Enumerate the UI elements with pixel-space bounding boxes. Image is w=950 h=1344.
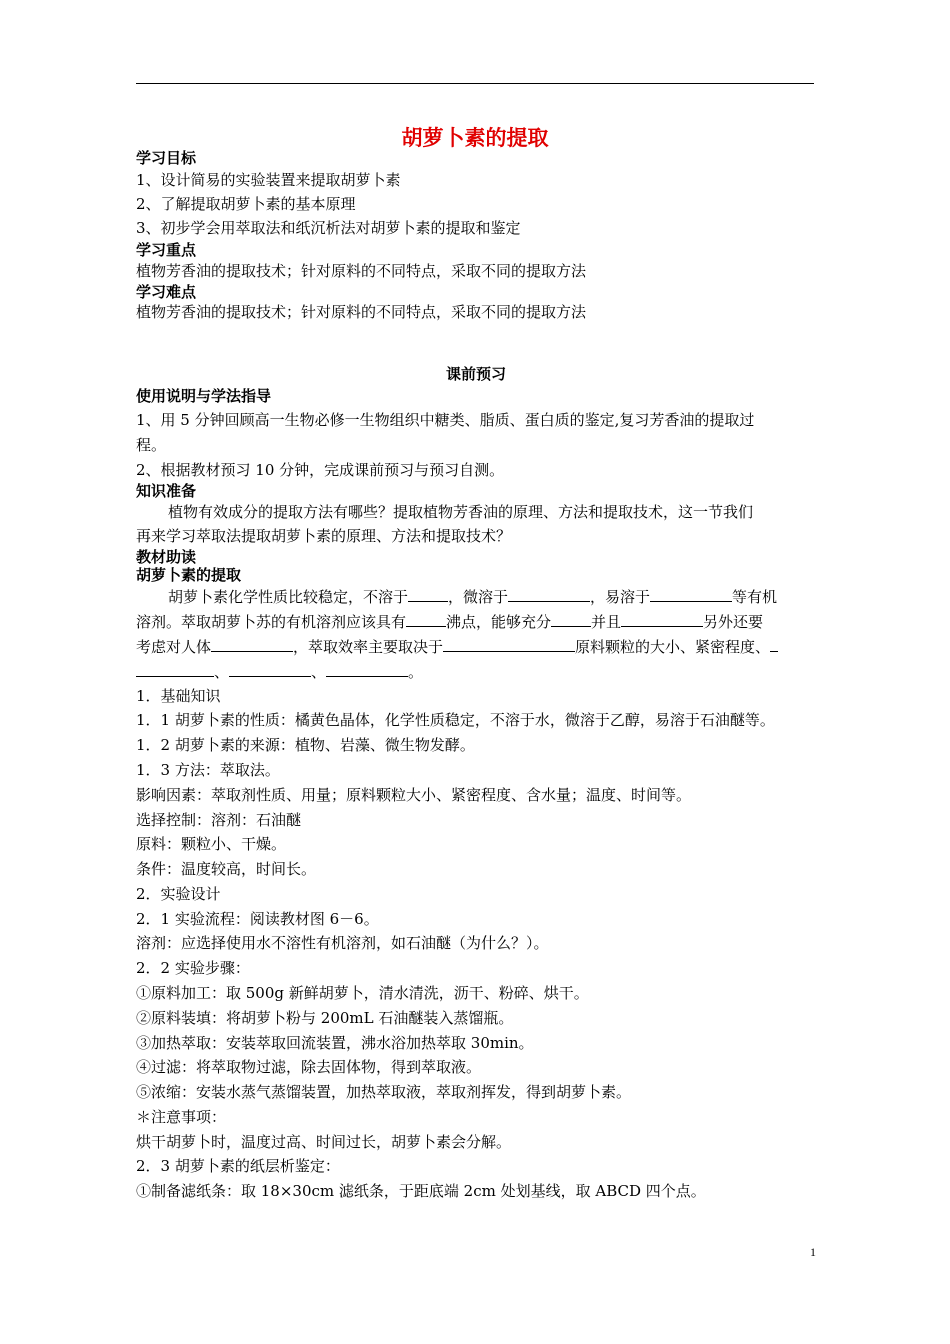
body-line: 1．3 方法：萃取法。: [136, 761, 280, 779]
blank-line[interactable]: [326, 661, 408, 677]
page-number: 1: [810, 1245, 816, 1259]
objectives-heading: 学习目标: [136, 149, 197, 167]
fill-text: 沸点，能够充分: [446, 613, 552, 631]
usage-heading: 使用说明与学法指导: [136, 387, 272, 405]
page-title: 胡萝卜素的提取: [401, 126, 549, 150]
body-line: 条件：温度较高，时间长。: [136, 860, 317, 878]
body-line: 烘干胡萝卜时，温度过高、时间过长，胡萝卜素会分解。: [136, 1133, 512, 1151]
difficult-points-text: 植物芳香油的提取技术；针对原料的不同特点，采取不同的提取方法: [136, 303, 587, 321]
fill-text: 、: [214, 663, 230, 681]
fill-line-4: [136, 661, 816, 682]
fill-text: 等有机: [732, 588, 778, 606]
fill-text: 并且: [591, 613, 622, 631]
knowledge-heading: 知识准备: [136, 482, 197, 500]
objective-item: 1、设计简易的实验装置来提取胡萝卜素: [136, 171, 401, 189]
body-line: ④过滤：将萃取物过滤，除去固体物，得到萃取液。: [136, 1058, 482, 1076]
body-line: 2．3 胡萝卜素的纸层析鉴定：: [136, 1157, 340, 1175]
body-line: ③加热萃取：安装萃取回流装置，沸水浴加热萃取 30min。: [136, 1034, 534, 1052]
usage-item-2: 2、根据教材预习 10 分钟，完成课前预习与预习自测。: [136, 461, 505, 479]
blank-line[interactable]: [650, 586, 732, 602]
fill-line-1: [168, 586, 818, 607]
body-line: 1．2 胡萝卜素的来源：植物、岩藻、微生物发酵。: [136, 736, 475, 754]
usage-item-1-cont: 程。: [136, 436, 167, 454]
body-line: ①原料加工：取 500g 新鲜胡萝卜，清水清洗，沥干、粉碎、烘干。: [136, 984, 589, 1002]
blank-line[interactable]: [229, 661, 311, 677]
body-line: 2．实验设计: [136, 885, 221, 903]
knowledge-text: 植物有效成分的提取方法有哪些？提取植物芳香油的原理、方法和提取技术，这一节我们: [168, 503, 754, 521]
body-line: 影响因素：萃取剂性质、用量；原料颗粒大小、紧密程度、含水量；温度、时间等。: [136, 786, 692, 804]
body-line: ＊注意事项：: [136, 1108, 227, 1126]
body-line: 溶剂：应选择使用水不溶性有机溶剂，如石油醚（为什么？）。: [136, 934, 549, 952]
blank-line[interactable]: [211, 636, 293, 652]
fill-text: 原料颗粒的大小、紧密程度、: [575, 638, 771, 656]
objective-item: 2、了解提取胡萝卜素的基本原理: [136, 195, 356, 213]
header-rule: [136, 83, 814, 84]
difficult-points-heading: 学习难点: [136, 283, 197, 301]
fill-line-2: [136, 611, 816, 632]
fill-text: 另外还要: [703, 613, 764, 631]
blank-line[interactable]: [508, 586, 590, 602]
objective-item: 3、初步学会用萃取法和纸沉析法对胡萝卜素的提取和鉴定: [136, 219, 521, 237]
fill-text: ，易溶于: [590, 588, 651, 606]
fill-text: 胡萝卜素化学性质比较稳定，不溶于: [168, 588, 409, 606]
blank-line[interactable]: [551, 611, 591, 627]
blank-line[interactable]: [408, 586, 448, 602]
guide-heading: 教材助读: [136, 548, 197, 566]
body-line: ①制备滤纸条：取 18×30cm 滤纸条，于距底端 2cm 处划基线，取 ABCD 四个点。: [136, 1182, 706, 1200]
blank-line[interactable]: [443, 636, 575, 652]
fill-text: 溶剂。萃取胡萝卜苏的有机溶剂应该具有: [136, 613, 407, 631]
usage-item-1: 1、用 5 分钟回顾高一生物必修一生物组织中糖类、脂质、蛋白质的鉴定,复习芳香油的提取过: [136, 411, 755, 429]
body-line: 选择控制：溶剂：石油醚: [136, 811, 302, 829]
blank-line[interactable]: [406, 611, 446, 627]
fill-text: ，萃取效率主要取决于: [293, 638, 444, 656]
body-line: 原料：颗粒小、干燥。: [136, 835, 287, 853]
key-points-text: 植物芳香油的提取技术；针对原料的不同特点，采取不同的提取方法: [136, 262, 587, 280]
body-line: 2．1 实验流程：阅读教材图 6－6。: [136, 910, 379, 928]
blank-line[interactable]: [770, 636, 778, 652]
blank-line[interactable]: [136, 661, 214, 677]
fill-text: ，微溶于: [448, 588, 509, 606]
body-line: 2．2 实验步骤：: [136, 959, 250, 977]
body-line: 1．基础知识: [136, 687, 221, 705]
body-line: ②原料装填：将胡萝卜粉与 200mL 石油醚装入蒸馏瓶。: [136, 1009, 514, 1027]
preview-heading: 课前预习: [445, 365, 506, 383]
sub-heading: 胡萝卜素的提取: [136, 566, 242, 584]
fill-text: 考虑对人体: [136, 638, 212, 656]
key-points-heading: 学习重点: [136, 241, 197, 259]
body-line: 1．1 胡萝卜素的性质：橘黄色晶体，化学性质稳定，不溶于水，微溶于乙醇，易溶于石油醚等。: [136, 711, 775, 729]
knowledge-text-cont: 再来学习萃取法提取胡萝卜素的原理、方法和提取技术？: [136, 527, 512, 545]
fill-text: 。: [408, 663, 424, 681]
fill-line-3: [136, 636, 816, 657]
body-line: ⑤浓缩：安装水蒸气蒸馏装置，加热萃取液，萃取剂挥发，得到胡萝卜素。: [136, 1083, 632, 1101]
blank-line[interactable]: [621, 611, 703, 627]
fill-text: 、: [311, 663, 327, 681]
